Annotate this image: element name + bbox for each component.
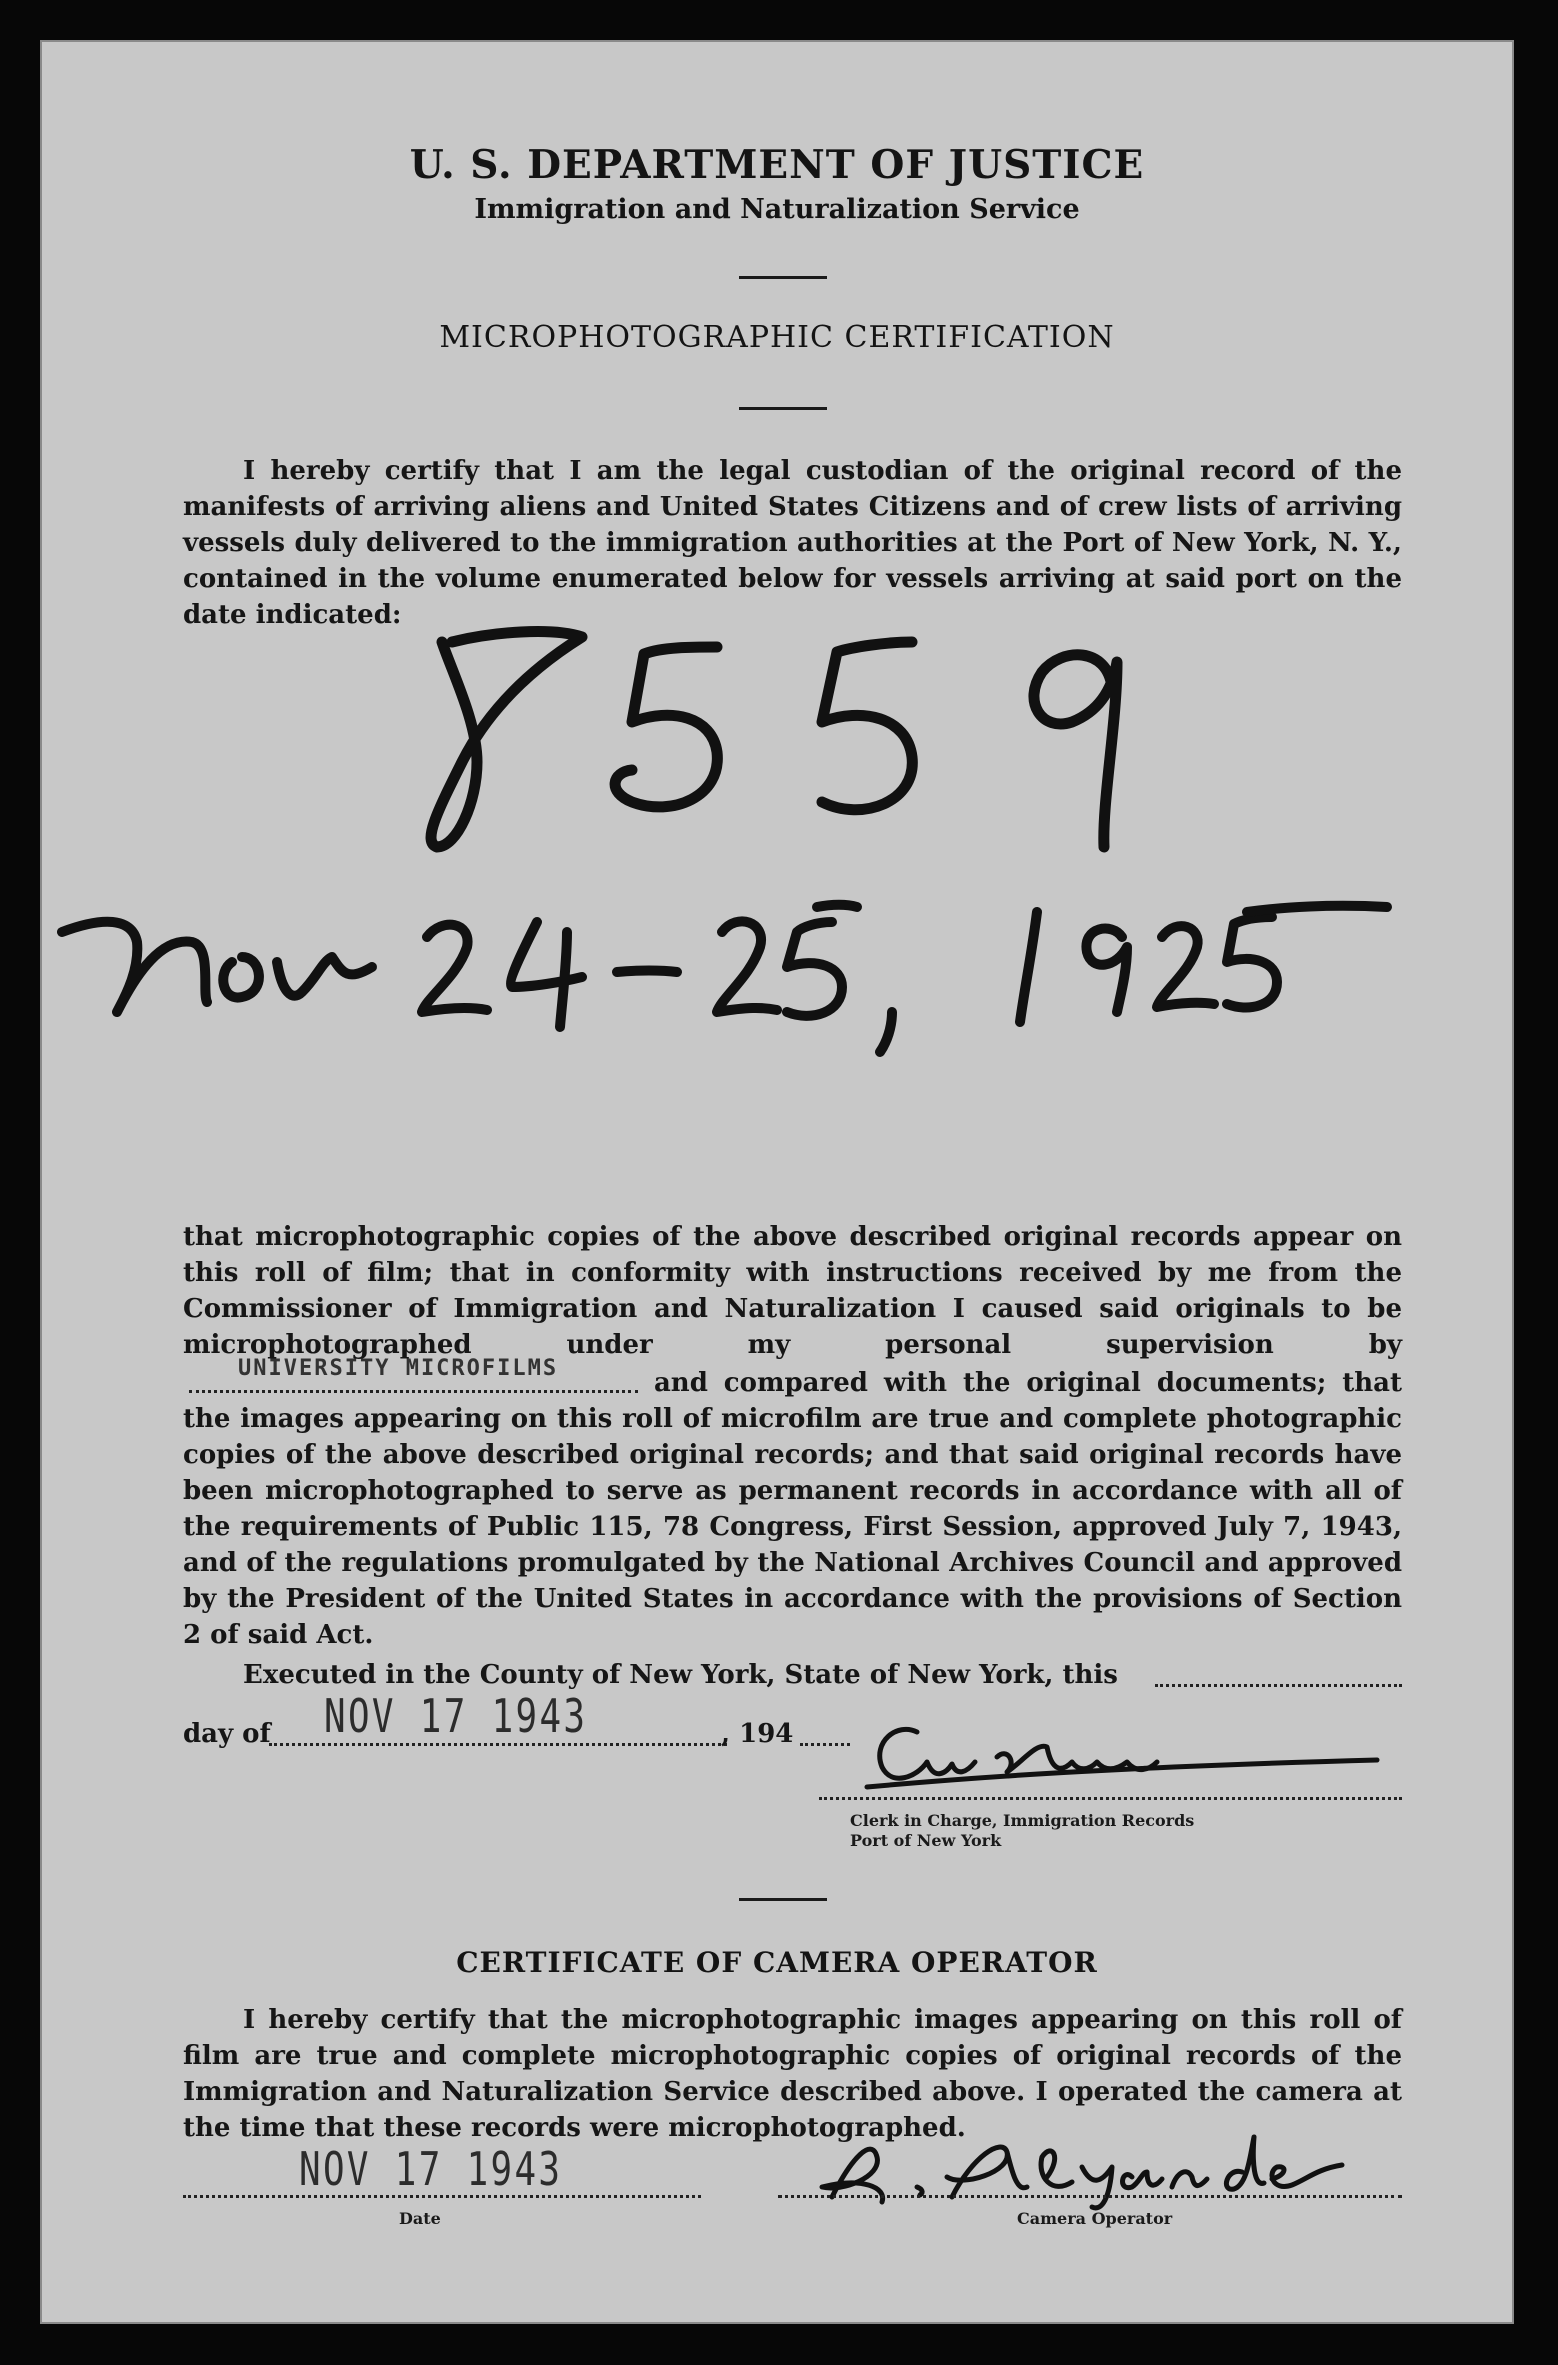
year-prefix: , 194 <box>721 1719 794 1749</box>
company-name: UNIVERSITY MICROFILMS <box>238 1356 559 1381</box>
divider <box>739 407 827 410</box>
camera-operator-label: Camera Operator <box>1017 2209 1173 2228</box>
supervisor-field <box>183 1356 638 1391</box>
department-heading: U. S. DEPARTMENT OF JUSTICE <box>409 142 1145 188</box>
handwritten-date-range <box>42 862 1442 1062</box>
divider <box>739 1898 827 1901</box>
supervisor-dotted-line <box>189 1390 638 1393</box>
body-paragraph <box>183 1219 1402 1653</box>
clerk-signature-line <box>819 1797 1402 1800</box>
service-subheading: Immigration and Naturalization Service <box>474 194 1080 225</box>
clerk-title-line1: Clerk in Charge, Immigration Records <box>850 1811 1195 1830</box>
day-of-line <box>269 1743 727 1746</box>
day-of-label: day of <box>183 1719 271 1749</box>
clerk-signature <box>857 1702 1377 1812</box>
divider <box>739 276 827 279</box>
clerk-title-line2: Port of New York <box>850 1831 1002 1850</box>
camera-certificate-title: CERTIFICATE OF CAMERA OPERATOR <box>456 1946 1098 1979</box>
camera-date-line <box>183 2195 701 2198</box>
handwritten-volume-number <box>382 602 1202 862</box>
camera-date-stamp: NOV 17 1943 <box>299 2142 563 2196</box>
certification-title: MICROPHOTOGRAPHIC CERTIFICATION <box>439 320 1115 355</box>
camera-date-label: Date <box>399 2209 441 2228</box>
execution-date-stamp: NOV 17 1943 <box>324 1689 588 1743</box>
camera-certificate-text: I hereby certify that the microphotographic images appearing on this roll of film are true and complete microphotographic copies of original records of the Immigration and Naturalization Service described above. I operated the camera at the time that these records were microphotographed. <box>183 2005 1402 2143</box>
body-text-before-name: that microphotographic copies of the above described original records appear on this roll of film; that in conformity with instructions received by me from the Commissioner of Immigration and Naturalization I caused said originals to be microphotographed under my personal supervision by <box>183 1222 1402 1360</box>
execution-day-line <box>1155 1684 1402 1687</box>
executed-text: Executed in the County of New York, State of New York, this <box>243 1660 1118 1690</box>
camera-operator-signature <box>802 2117 1402 2217</box>
intro-paragraph: I hereby certify that I am the legal custodian of the original record of the manifests of arriving aliens and United States Citizens and of crew lists of arriving vessels duly delivered to the immigration authorities at the Port of New York, N. Y., contained in the volume enumerated below for vessels arriving at said port on the date indicated: <box>183 456 1402 630</box>
camera-operator-line <box>778 2195 1402 2198</box>
body-text-after-name: and compared with the original documents; that the images appearing on this roll of microfilm are true and complete photographic copies of the above described original records; and that said original records have been microphotographed to serve as permanent records in accordance with all of the requirements of Public 115, 78 Congress, First Session, approved July 7, 1943, and of the regulations promulgated by the National Archives Council and approved by the President of the United States in accordance with the provisions of Section 2 of said Act. <box>183 1368 1402 1650</box>
year-line <box>800 1743 850 1746</box>
certificate-sheet <box>40 40 1514 2324</box>
